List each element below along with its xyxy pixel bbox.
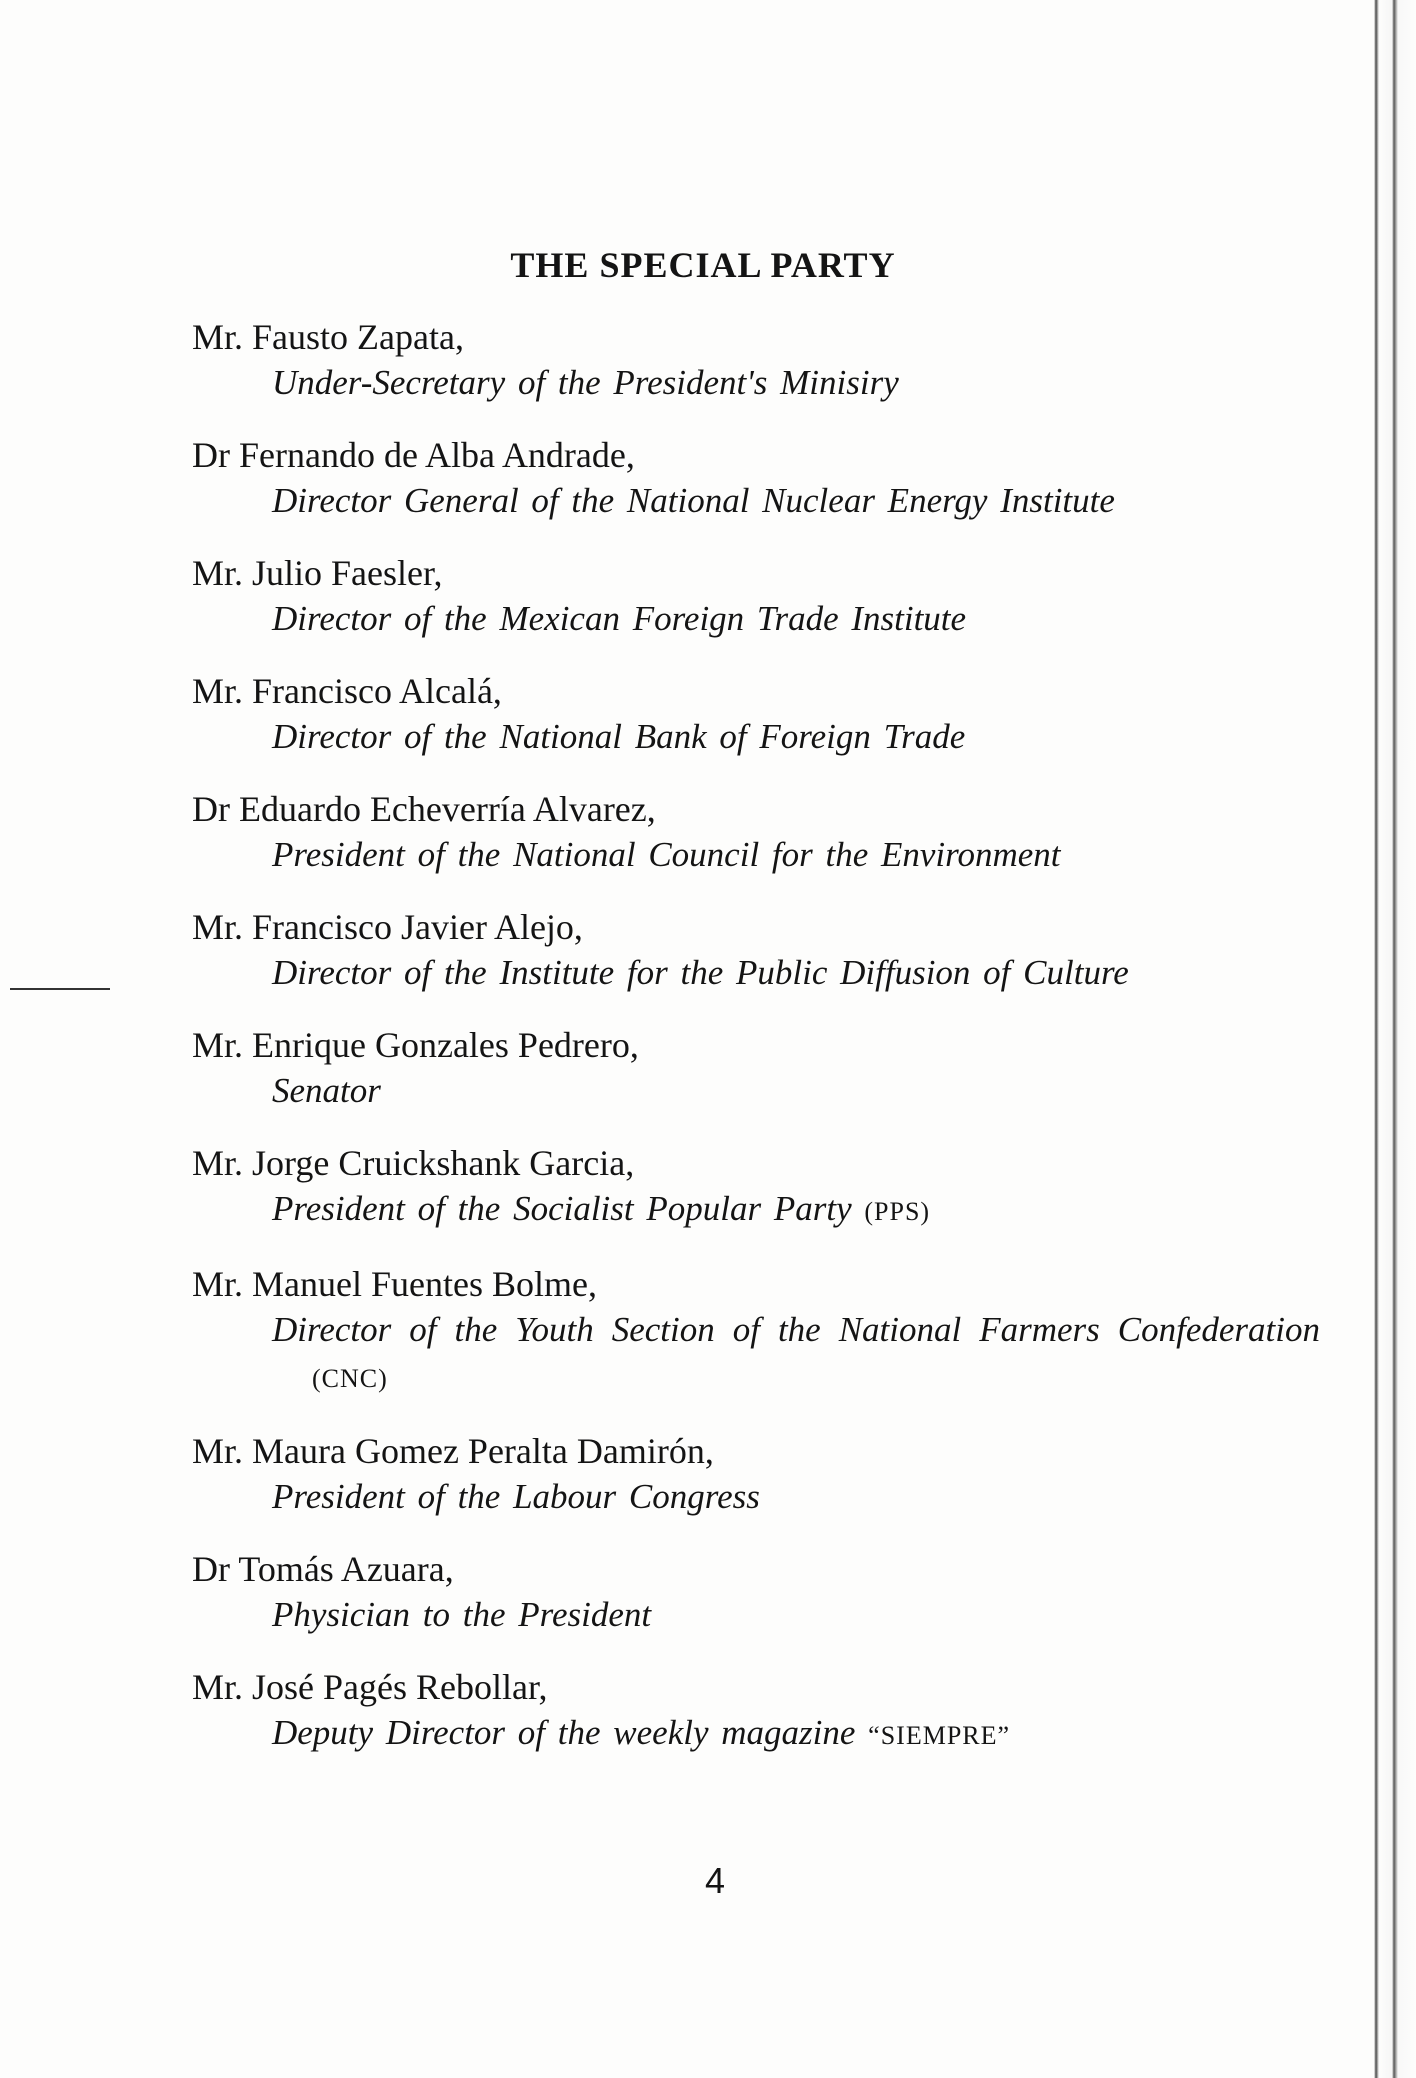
member-role-text: President of the Socialist Popular Party	[272, 1189, 852, 1228]
list-item	[192, 550, 1342, 642]
list-item	[192, 786, 1342, 878]
member-role	[192, 1307, 1342, 1402]
page-heading: THE SPECIAL PARTY	[510, 245, 896, 285]
member-role: Director General of the National Nuclear Energy Institute	[272, 481, 1115, 520]
member-role: Director of the National Bank of Foreign Trade	[272, 717, 966, 756]
member-role: President of the National Council for the Environment	[272, 835, 1061, 874]
member-name: Mr. Francisco Javier Alejo,	[192, 907, 583, 947]
member-role: Under-Secretary of the President's Minisiry	[272, 363, 899, 402]
member-role: Physician to the President	[272, 1595, 652, 1634]
member-name: Dr Eduardo Echeverría Alvarez,	[192, 789, 656, 829]
list-item	[192, 668, 1342, 760]
party-abbreviation: (PPS)	[864, 1197, 931, 1226]
list-item	[192, 1428, 1342, 1520]
list-item	[192, 432, 1342, 524]
member-name: Mr. Francisco Alcalá,	[192, 671, 502, 711]
member-name: Mr. José Pagés Rebollar,	[192, 1667, 548, 1707]
member-name: Dr Tomás Azuara,	[192, 1549, 454, 1589]
member-role: Senator	[272, 1071, 381, 1110]
member-name: Dr Fernando de Alba Andrade,	[192, 435, 635, 475]
list-item	[192, 1664, 1342, 1759]
member-role: President of the Labour Congress	[272, 1477, 760, 1516]
member-role-text: Director of the Youth Section of the National Farmers Confederation	[272, 1310, 1320, 1349]
member-role	[192, 1186, 1342, 1235]
organization-abbreviation: (CNC)	[312, 1364, 388, 1393]
member-role: Director of the Mexican Foreign Trade Institute	[272, 599, 967, 638]
stray-scan-mark	[10, 988, 110, 990]
member-name: Mr. Fausto Zapata,	[192, 317, 464, 357]
member-role: Director of the Institute for the Public Diffusion of Culture	[272, 953, 1129, 992]
member-name: Mr. Julio Faesler,	[192, 553, 443, 593]
member-name: Mr. Maura Gomez Peralta Damirón,	[192, 1431, 714, 1471]
list-item	[192, 904, 1342, 996]
member-name: Mr. Manuel Fuentes Bolme,	[192, 1264, 597, 1304]
member-role	[192, 1710, 1342, 1759]
list-item	[192, 1546, 1342, 1638]
page-number: 4	[704, 1860, 726, 1901]
member-role-text: Deputy Director of the weekly magazine	[272, 1713, 856, 1752]
page-binding-edge	[1352, 0, 1416, 2078]
magazine-name: “SIEMPRE”	[868, 1721, 1011, 1750]
member-name: Mr. Jorge Cruickshank Garcia,	[192, 1143, 635, 1183]
special-party-list	[192, 314, 1342, 1785]
list-item	[192, 1261, 1342, 1402]
list-item	[192, 1022, 1342, 1114]
list-item	[192, 1140, 1342, 1235]
list-item	[192, 314, 1342, 406]
member-name: Mr. Enrique Gonzales Pedrero,	[192, 1025, 639, 1065]
